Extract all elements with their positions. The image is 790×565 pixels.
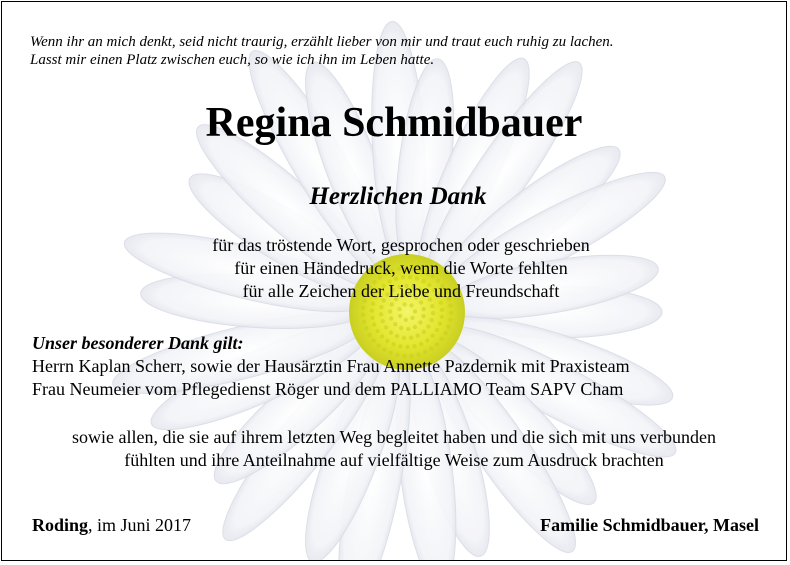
deceased-name: Regina Schmidbauer — [205, 100, 583, 146]
thanks-list — [2, 234, 786, 303]
thanks-line: für einen Händedruck, wenn die Worte fehlten — [234, 258, 568, 278]
closing-text — [2, 426, 786, 472]
closing-line: fühlten und ihre Anteilnahme auf vielfältige Weise zum Ausdruck brachten — [124, 450, 664, 470]
special-thanks-line: Herrn Kaplan Scherr, sowie der Hausärztin Frau Annette Pazdernik mit Praxisteam — [32, 356, 630, 376]
place-date — [32, 514, 191, 536]
family-signature: Familie Schmidbauer, Masel — [540, 515, 759, 535]
thanks-line: für alle Zeichen der Liebe und Freundschaft — [242, 281, 560, 301]
special-thanks-line: Frau Neumeier vom Pflegedienst Röger und dem PALLIAMO Team SAPV Cham — [32, 379, 624, 399]
thanks-line: für das tröstende Wort, gesprochen oder geschrieben — [212, 235, 590, 255]
closing-line: sowie allen, die sie auf ihrem letzten Weg begleitet haben und die sich mit uns verbunden — [71, 427, 717, 447]
motto-line: Lasst mir einen Platz zwischen euch, so wie ich ihn im Leben hatte. — [30, 52, 435, 68]
notice-content — [2, 2, 786, 560]
special-thanks — [32, 332, 772, 401]
special-thanks-heading: Unser besonderer Dank gilt: — [32, 333, 244, 353]
motto-quote — [30, 33, 770, 69]
thanks-heading: Herzlichen Dank — [309, 183, 487, 210]
place: Roding — [32, 515, 89, 535]
date: , im Juni 2017 — [88, 515, 192, 535]
motto-line: Wenn ihr an mich denkt, seid nicht traurig, erzählt lieber von mir und traut euch ruhig zu lachen. — [30, 34, 614, 50]
obituary-notice — [1, 1, 787, 561]
